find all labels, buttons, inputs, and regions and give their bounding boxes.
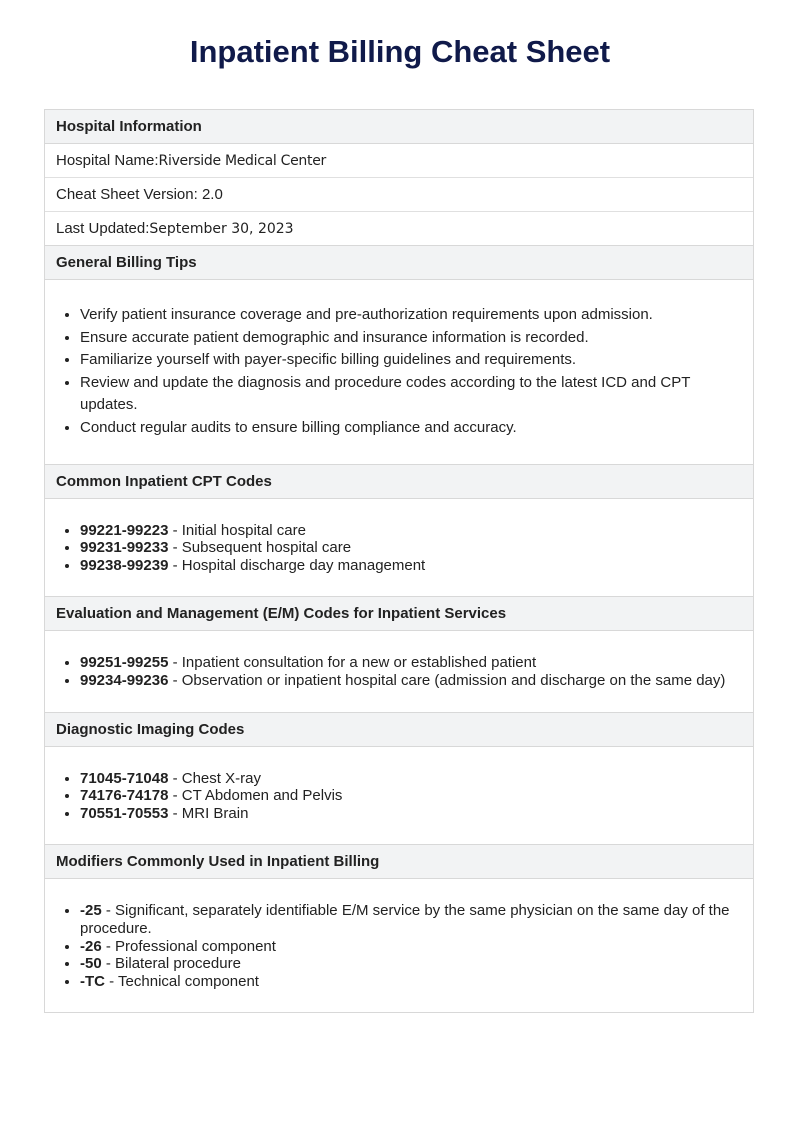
code-range: 74176-74178 xyxy=(80,787,169,805)
em-codes-heading: Evaluation and Management (E/M) Codes for Inpatient Services xyxy=(45,597,753,631)
hospital-name-value: Riverside Medical Center xyxy=(158,153,326,169)
modifiers-section xyxy=(45,879,753,1012)
code-description: - Hospital discharge day management xyxy=(168,556,426,574)
list-item xyxy=(80,539,733,557)
code-description: - Inpatient consultation for a new or established patient xyxy=(168,654,537,672)
billing-tips-heading: General Billing Tips xyxy=(45,246,753,280)
list-item: • Familiarize yourself with payer-specific billing guidelines and requirements. xyxy=(80,349,733,372)
last-updated-value: September 30, 2023 xyxy=(149,221,294,237)
modifier-code: -26 xyxy=(80,937,102,955)
hospital-info-heading: Hospital Information xyxy=(45,110,753,144)
hospital-name-label: Hospital Name: xyxy=(56,152,159,169)
code-description: - Chest X-ray xyxy=(168,769,261,787)
list-item: • Ensure accurate patient demographic and insurance information is recorded. xyxy=(80,327,733,350)
code-description: - CT Abdomen and Pelvis xyxy=(168,787,343,805)
list-item xyxy=(80,938,733,956)
code-range: 99238-99239 xyxy=(80,556,169,574)
code-description: - MRI Brain xyxy=(168,804,249,822)
imaging-codes-list xyxy=(45,770,733,823)
imaging-codes-section xyxy=(45,747,753,846)
code-range: 70551-70553 xyxy=(80,804,169,822)
cpt-codes-section xyxy=(45,499,753,598)
list-item xyxy=(80,557,733,575)
code-range: 99234-99236 xyxy=(80,671,169,689)
modifier-description: - Significant, separately identifiable E/M service by the same physician on the same day of the procedure. xyxy=(80,902,730,937)
cpt-codes-list xyxy=(45,522,733,575)
list-item xyxy=(80,787,733,805)
em-codes-section xyxy=(45,631,753,712)
list-item: • Conduct regular audits to ensure billing compliance and accuracy. xyxy=(80,417,733,440)
version-row xyxy=(45,178,753,212)
list-item xyxy=(80,672,733,690)
modifier-code: -TC xyxy=(80,972,105,990)
last-updated-row xyxy=(45,212,753,246)
code-description: - Initial hospital care xyxy=(168,521,306,539)
cheat-sheet-table xyxy=(44,109,754,1013)
modifier-code: -50 xyxy=(80,955,102,973)
em-codes-list xyxy=(45,654,733,689)
last-updated-label: Last Updated: xyxy=(56,220,150,237)
cpt-codes-heading: Common Inpatient CPT Codes xyxy=(45,465,753,499)
hospital-name-row xyxy=(45,144,753,178)
list-item xyxy=(80,654,733,672)
modifiers-heading: Modifiers Commonly Used in Inpatient Billing xyxy=(45,845,753,879)
code-range: 99251-99255 xyxy=(80,654,169,672)
billing-tips-section xyxy=(45,280,753,465)
modifier-description: - Bilateral procedure xyxy=(101,955,241,973)
list-item xyxy=(80,805,733,823)
code-range: 71045-71048 xyxy=(80,769,169,787)
code-range: 99231-99233 xyxy=(80,539,169,557)
page-title: Inpatient Billing Cheat Sheet xyxy=(189,34,611,69)
list-item xyxy=(80,973,733,991)
modifiers-list xyxy=(45,902,733,990)
list-item xyxy=(80,522,733,540)
version-label: Cheat Sheet Version: xyxy=(56,186,198,203)
list-item: • Verify patient insurance coverage and pre-authorization requirements upon admission. xyxy=(80,304,733,327)
code-description: - Subsequent hospital care xyxy=(168,539,352,557)
imaging-codes-heading: Diagnostic Imaging Codes xyxy=(45,713,753,747)
billing-tips-list xyxy=(45,304,733,440)
code-description: - Observation or inpatient hospital care (admission and discharge on the same day) xyxy=(168,671,726,689)
list-item: • Review and update the diagnosis and procedure codes according to the latest ICD and CPT updates. xyxy=(80,372,733,417)
version-value: 2.0 xyxy=(201,186,223,203)
code-range: 99221-99223 xyxy=(80,521,169,539)
modifier-description: - Professional component xyxy=(101,937,276,955)
list-item xyxy=(80,955,733,973)
modifier-code: -25 xyxy=(80,902,102,920)
modifier-description: - Technical component xyxy=(105,972,259,990)
list-item xyxy=(80,770,733,788)
list-item xyxy=(80,902,733,937)
